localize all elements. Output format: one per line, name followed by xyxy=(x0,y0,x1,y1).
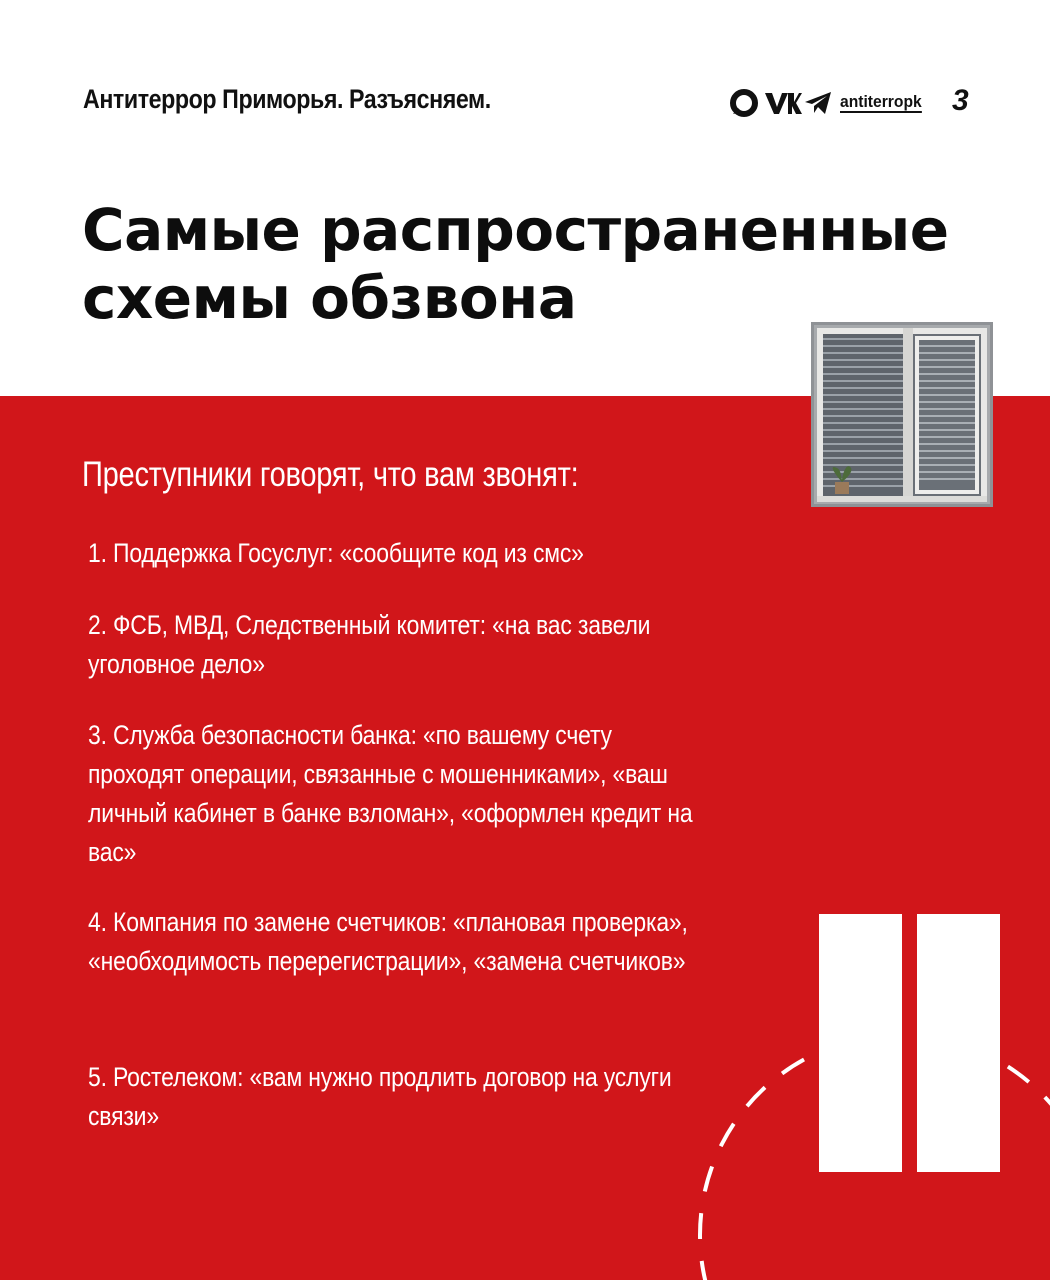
social-handle[interactable]: antiterropk xyxy=(840,92,922,111)
scheme-item-3: 3. Служба безопасности банка: «по вашему счету проходят операции, связанные с мошенниками», «ваш личный кабинет в банке взломан», «оформлен кредит на вас» xyxy=(88,720,693,867)
scheme-item-1: 1. Поддержка Госуслуг: «сообщите код из смс» xyxy=(88,538,584,568)
pause-bar-right xyxy=(917,914,1000,1172)
social-links xyxy=(728,86,929,120)
header-title: Антитеррор Приморья. Разъясняем. xyxy=(83,84,491,114)
page-number: 3 xyxy=(952,84,969,117)
scheme-item-5: 5. Ростелеком: «вам нужно продлить договор на услуги связи» xyxy=(88,1062,672,1131)
page-title-line-1: Самые распространенные xyxy=(82,196,949,264)
window-photo xyxy=(811,322,993,507)
vk-icon[interactable] xyxy=(764,90,802,116)
odnoklassniki-icon[interactable] xyxy=(728,87,760,119)
telegram-icon[interactable] xyxy=(804,90,832,116)
intro-text: Преступники говорят, что вам звонят: xyxy=(82,455,579,494)
pause-bar-left xyxy=(819,914,902,1172)
page-title-line-2: схемы обзвона xyxy=(82,264,577,332)
scheme-item-2: 2. ФСБ, МВД, Следственный комитет: «на вас завели уголовное дело» xyxy=(88,610,651,679)
page-title xyxy=(82,196,949,332)
scheme-item-4: 4. Компания по замене счетчиков: «плановая проверка», «необходимость перерегистрации», «замена счетчиков» xyxy=(88,907,688,976)
